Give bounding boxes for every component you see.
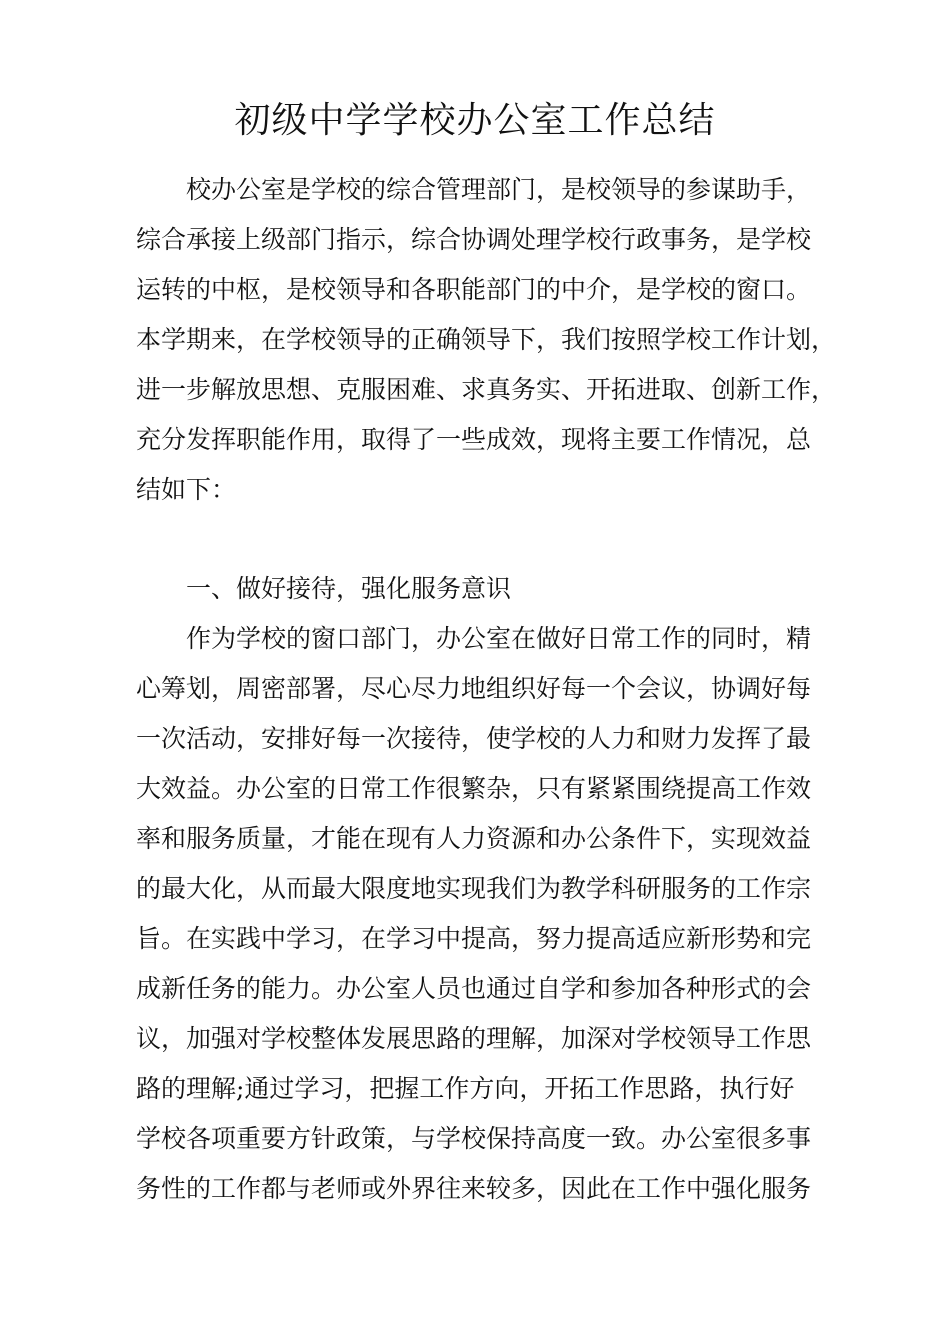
paragraph-line: 校办公室是学校的综合管理部门，是校领导的参谋助手， (186, 175, 812, 204)
paragraph-line: 作为学校的窗口部门，办公室在做好日常工作的同时，精 (186, 624, 812, 653)
paragraph-line: 旨。在实践中学习，在学习中提高，努力提高适应新形势和完 (136, 924, 812, 953)
paragraph-line: 率和服务质量，才能在现有人力资源和办公条件下，实现效益 (136, 824, 812, 853)
paragraph-line: 一次活动，安排好每一次接待，使学校的人力和财力发挥了最 (136, 724, 812, 753)
paragraph-line: 大效益。办公室的日常工作很繁杂，只有紧紧围绕提高工作效 (136, 774, 812, 803)
paragraph-line: 议，加强对学校整体发展思路的理解，加深对学校领导工作思 (136, 1024, 812, 1053)
paragraph-line: 心筹划，周密部署，尽心尽力地组织好每一个会议，协调好每 (136, 674, 812, 703)
paragraph-line: 的最大化，从而最大限度地实现我们为教学科研服务的工作宗 (136, 874, 812, 903)
paragraph-line: 运转的中枢，是校领导和各职能部门的中介，是学校的窗口。 (136, 275, 812, 304)
paragraph-line: 结如下： (136, 475, 237, 504)
paragraph-line: 学校各项重要方针政策，与学校保持高度一致。办公室很多事 (136, 1124, 812, 1153)
paragraph-line: 充分发挥职能作用，取得了一些成效，现将主要工作情况，总 (136, 425, 812, 454)
paragraph-line: 本学期来，在学校领导的正确领导下，我们按照学校工作计划， (136, 325, 837, 354)
paragraph-line: 进一步解放思想、克服困难、求真务实、开拓进取、创新工作， (136, 375, 837, 404)
document-title: 初级中学学校办公室工作总结 (234, 100, 716, 141)
paragraph-line: 成新任务的能力。办公室人员也通过自学和参加各种形式的会 (136, 974, 812, 1003)
paragraph-line: 务性的工作都与老师或外界往来较多，因此在工作中强化服务 (136, 1174, 812, 1203)
section-heading: 一、做好接待，强化服务意识 (186, 574, 512, 603)
paragraph-line: 路的理解;通过学习，把握工作方向，开拓工作思路，执行好 (136, 1074, 795, 1103)
paragraph-line: 综合承接上级部门指示，综合协调处理学校行政事务，是学校 (136, 225, 812, 254)
